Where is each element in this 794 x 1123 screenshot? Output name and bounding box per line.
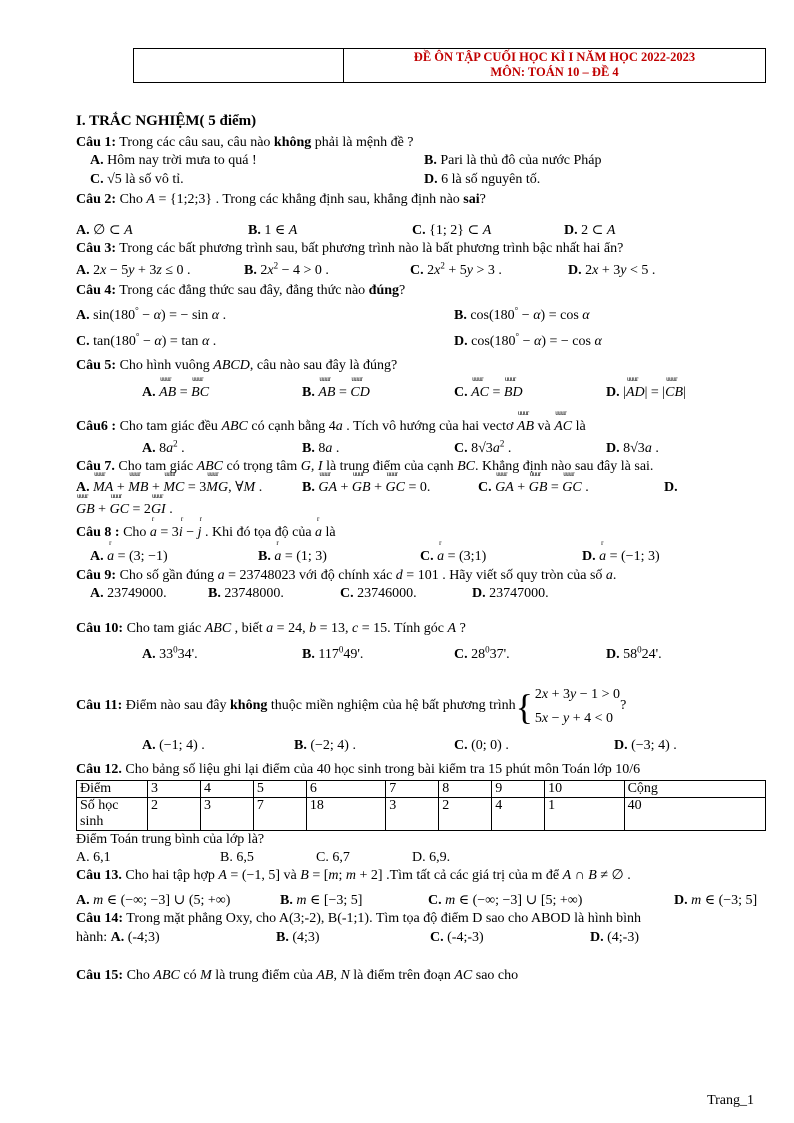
table-cell: 1 bbox=[545, 797, 624, 830]
table-cell: 7 bbox=[253, 797, 306, 830]
header-left-cell bbox=[134, 49, 344, 82]
table-cell: 3 bbox=[148, 780, 201, 797]
question-3: Câu 3: Trong các bất phương trình sau, bất phương trình nào là bất phương trình bậc nhất hai ẩn? A. 2x − 5y + 3z ≤ 0 . B. $2x^2 - 4 > 0$ . C. $2x^2 + 5y > 3$ . D. 2x + 3y < 5 . bbox=[76, 241, 656, 278]
header-title-line1: ĐỀ ÔN TẬP CUỐI HỌC KÌ I NĂM HỌC 2022-2023 bbox=[413, 50, 696, 64]
table-cell: 40 bbox=[624, 797, 765, 830]
table-cell: 2 bbox=[439, 797, 492, 830]
question-15: Câu 15: Cho ABC có M là trung điểm của AB, N là điểm trên đoạn AC sao cho bbox=[76, 968, 519, 984]
table-cell: Cộng bbox=[624, 780, 765, 797]
question-12: Câu 12. Cho bảng số liệu ghi lại điểm của 40 học sinh trong bài kiểm tra 15 phút môn Toán lớp 10/6 Điểm 3 4 5 6 7 8 9 10 Cộng Số học sinh 2 3 7 18 3 2 4 1 40 Điểm Toán trung bình của lớp là? A. 6,1 B. 6,5 C. 6,7 D. 6,9. bbox=[76, 761, 766, 867]
question-2: Câu 2: Cho A = {1;2;3} . Trong các khẳng định sau, khẳng định nào sai? A. ∅ ⊂ A B. 1 ∈ A C. {1; 2} ⊂ A D. 2 ⊂ A bbox=[76, 192, 616, 238]
section-title: I. TRẮC NGHIỆM( 5 điểm) bbox=[76, 113, 257, 129]
question-1: Câu 1: Trong các câu sau, câu nào không phải là mệnh đề ? A. Hôm nay trời mưa to quá ! B. Pari là thủ đô của nước Pháp C. √5 là số vô tỉ. D. 6 là số nguyên tố. bbox=[76, 134, 602, 187]
table-cell: 4 bbox=[492, 797, 545, 830]
question-8: Câu 8 : Cho r a = 3r i − r j . Khi đó tọa độ của r a là A. r a = (3; −1) B. r a = (1; 3) C. r a = (3;1) D. r a = (−1; 3) bbox=[76, 524, 766, 567]
question-14: Câu 14: Trong mặt phẳng Oxy, cho A(3;-2), B(-1;1). Tìm tọa độ điểm D sao cho ABOD là hình bình hành: A. (-4;3) B. (4;3) C. (-4;-3) D. (4;-3) bbox=[76, 911, 642, 945]
table-cell: 8 bbox=[439, 780, 492, 797]
table-cell: 4 bbox=[200, 780, 253, 797]
table-cell: 10 bbox=[545, 780, 624, 797]
table-row bbox=[77, 797, 766, 830]
exam-content bbox=[76, 112, 766, 986]
question-11: Câu 11: Điểm nào sau đây không thuộc miền nghiệm của hệ bất phương trình { 2x + 3y − 1 > 0 5x − y + 4 < 0 ? A. (−1; 4) . B. (−2; 4) . C. (0; 0) . D. (−3; 4) . bbox=[76, 683, 766, 755]
table-cell: 3 bbox=[386, 797, 439, 830]
page-number: Trang_1 bbox=[707, 1093, 754, 1108]
table-cell: 5 bbox=[253, 780, 306, 797]
question-9: Câu 9: Cho số gần đúng a = 23748023 với độ chính xác d = 101 . Hãy viết số quy tròn của số a. A. 23749000. B. 23748000. C. 23746000. D. 23747000. bbox=[76, 567, 617, 602]
question-5: Câu 5: Cho hình vuông ABCD, câu nào sau đây là đúng? A. uuur AB = uuur BC B. uuur AB = uuur CD C. uuur AC = uuur BD D. |uuur AD| = |uuur CB| bbox=[76, 357, 766, 402]
table-cell: 9 bbox=[492, 780, 545, 797]
table-cell: 6 bbox=[306, 780, 385, 797]
inequality-system: { 2x + 3y − 1 > 0 5x − y + 4 < 0 bbox=[515, 686, 621, 727]
score-table bbox=[76, 780, 766, 831]
question-6: Câu6 : Cho tam giác đều ABC có cạnh bằng 4a . Tích vô hướng của hai vectơ uuur AB và uuur AC là A. $8a^2$ . B. 8a . C. $8√3a^2$ . D. 8√3a . bbox=[76, 418, 766, 458]
table-cell: 2 bbox=[148, 797, 201, 830]
table-cell: 3 bbox=[200, 797, 253, 830]
question-10: Câu 10: Cho tam giác ABC , biết a = 24, b = 13, c = 15. Tính góc A ? A. $33^034'$. B. $117^049'$. C. $28^037'$. D. $58^024'$. bbox=[76, 620, 662, 663]
header-title bbox=[344, 49, 765, 82]
table-cell: 7 bbox=[386, 780, 439, 797]
header-box bbox=[133, 48, 766, 83]
question-7: Câu 7. Cho tam giác ABC có trọng tâm G, I là trung điểm của cạnh BC. Khẳng định nào sau đây là sai. A. uuur MA + uuur MB + uuur MC = 3uuur MG, ∀M . B. uuur GA + uuur GB + uuur GC = 0. C. uuur GA + uuur GB = uuur GC . D. uuur GB + uuur GC = 2uuur GI . bbox=[76, 458, 766, 519]
table-cell: Số học sinh bbox=[77, 797, 148, 830]
table-cell: 18 bbox=[306, 797, 385, 830]
table-row bbox=[77, 780, 766, 797]
question-4: Câu 4: Trong các đẳng thức sau đây, đẳng thức nào đúng? A. sin(180° − α) = − sin α . B. cos(180° − α) = cos α C. tan(180° − α) = tan α . D. cos(180° − α) = − cos α bbox=[76, 283, 602, 350]
table-cell: Điểm bbox=[77, 780, 148, 797]
header-title-line2: MÔN: TOÁN 10 – ĐỀ 4 bbox=[490, 65, 619, 79]
question-13: Câu 13. Cho hai tập hợp A = (−1, 5] và B = [m; m + 2] .Tìm tất cả các giá trị của m để A ∩ B ≠ ∅ . A. m ∈ (−∞; −3] ∪ (5; +∞) B. m ∈ [−3; 5] C. m ∈ (−∞; −3] ∪ [5; +∞) D. m ∈ (−3; 5] bbox=[76, 868, 758, 908]
